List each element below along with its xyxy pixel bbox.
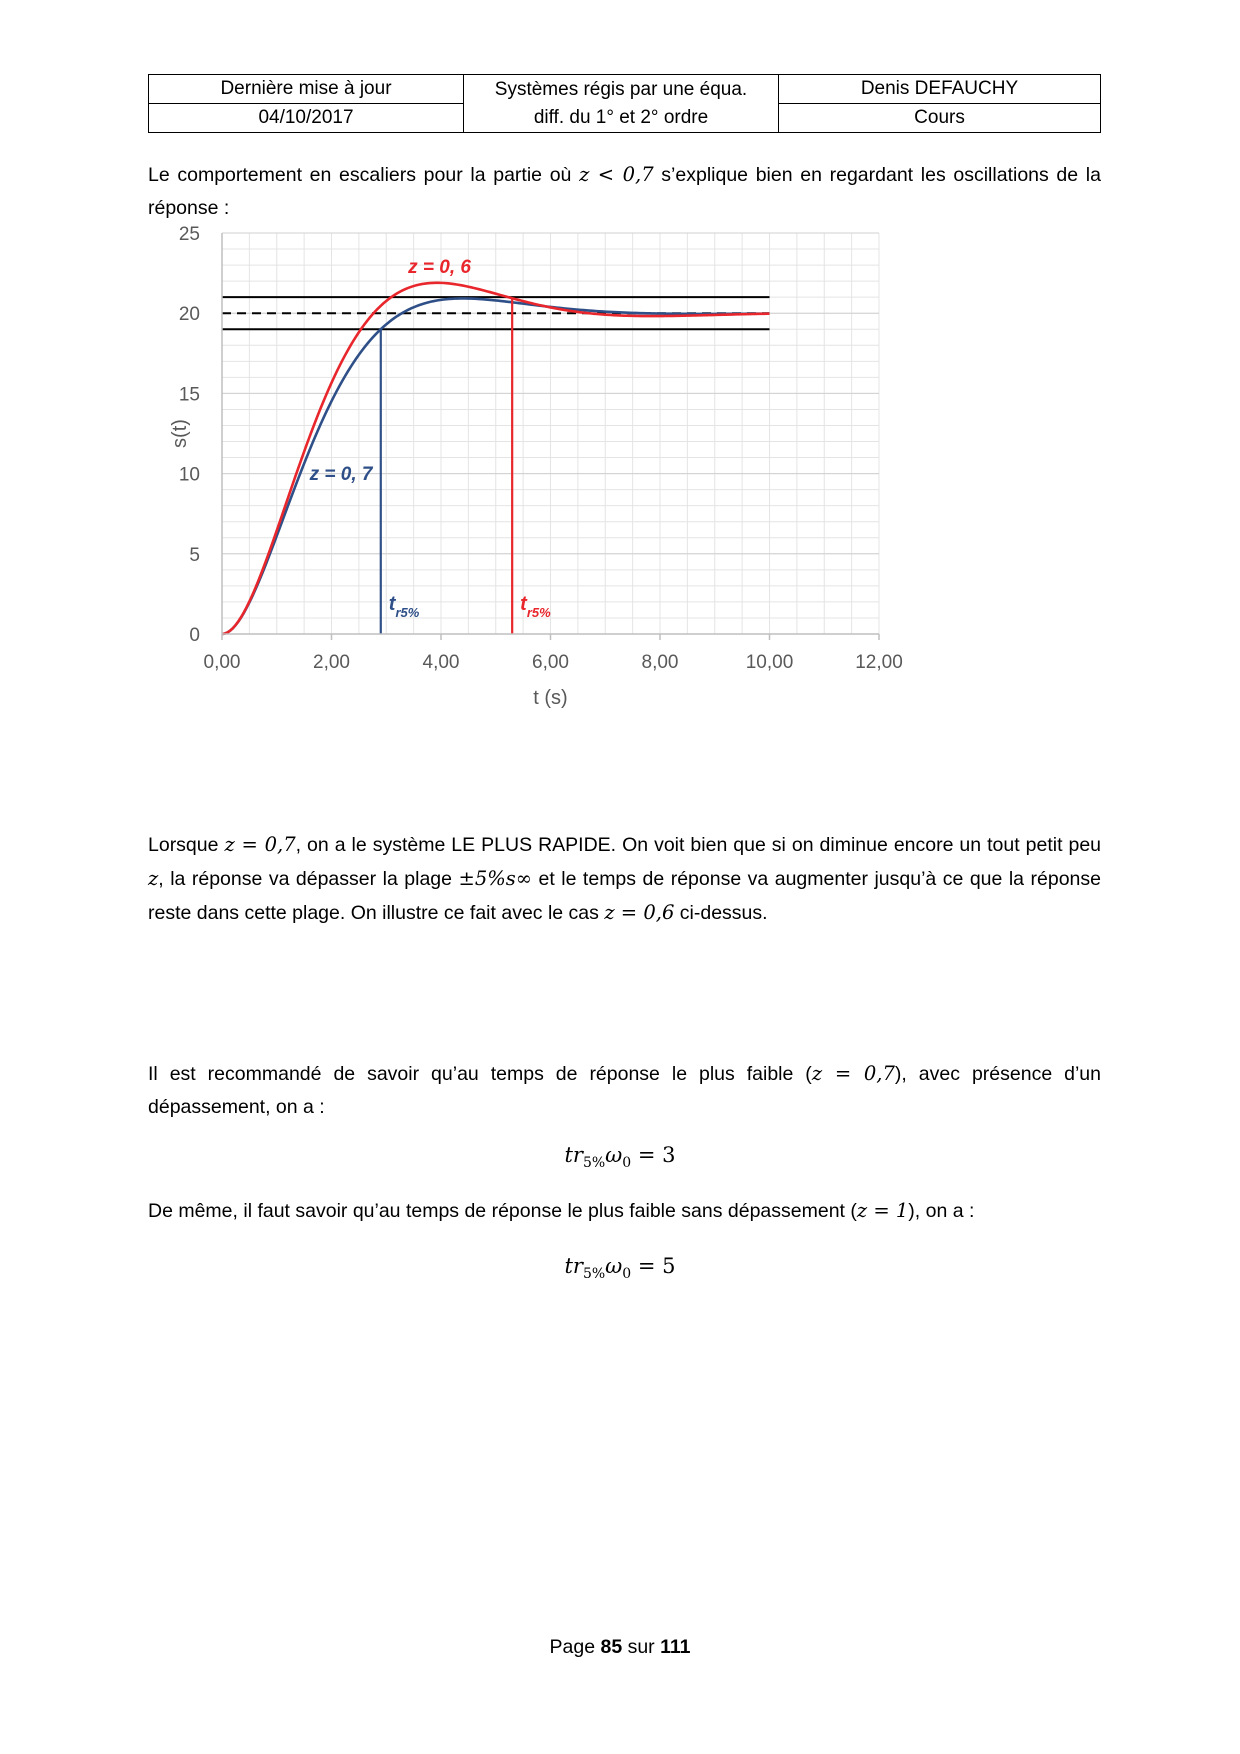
p3-math-1: z = 0,7 — [811, 1062, 895, 1085]
x-tick-label: 10,00 — [745, 652, 794, 673]
paragraph-fastest — [148, 828, 1101, 930]
p3-text-2: ), avec présence d’un dépassement, on a : — [148, 1063, 1101, 1118]
formula1-rhs: = 3 — [631, 1143, 676, 1167]
header-table — [148, 74, 1101, 133]
doc-type: Cours — [914, 107, 965, 128]
footer-middle: sur — [622, 1636, 661, 1658]
intro-math: z < 0,7 — [579, 163, 654, 186]
p2-math-3: ±5%s∞ — [458, 867, 533, 890]
x-tick-label: 0,00 — [203, 652, 241, 673]
chart-grid — [222, 233, 879, 634]
page-footer — [0, 1636, 1240, 1659]
p2-text-3: , la réponse va dépasser la plage — [158, 868, 459, 890]
intro-paragraph — [148, 158, 1101, 225]
doc-title-line2: diff. du 1° et 2° ordre — [533, 106, 709, 128]
formula1-omega: ω — [605, 1143, 623, 1167]
y-tick-label: 25 — [178, 224, 200, 245]
x-tick-label: 8,00 — [641, 652, 679, 673]
y-tick-label: 20 — [178, 304, 200, 326]
paragraph-no-overshoot — [148, 1194, 1101, 1228]
p3-text-1: Il est recommandé de savoir qu’au temps de réponse le plus faible ( — [148, 1063, 812, 1085]
paragraph-recommended — [148, 1057, 1101, 1124]
y-tick-label: 10 — [178, 464, 200, 486]
intro-text-2: s’explique bien en regardant les oscillations de la réponse : — [148, 164, 1101, 219]
p4-text-2: ), on a : — [908, 1200, 975, 1222]
y-tick-label: 0 — [189, 625, 200, 646]
p4-text-1: De même, il faut savoir qu’au temps de réponse le plus faible sans dépassement ( — [148, 1200, 857, 1222]
marker-label-z07: $t_{r5\%}$ — [388, 592, 420, 620]
p2-text-4: et le temps de réponse va augmenter jusqu’à ce que la réponse reste dans cette plage. On illustre ce fait avec le cas — [148, 868, 1101, 924]
header-col-update — [149, 75, 464, 132]
x-tick-label: 4,00 — [422, 652, 460, 673]
formula1-sub: 5% — [582, 1155, 606, 1172]
response-time-markers — [381, 297, 512, 634]
author-name: Denis DEFAUCHY — [779, 75, 1100, 104]
formula2-omega-sub: 0 — [622, 1266, 632, 1283]
y-tick-label: 5 — [189, 544, 200, 566]
page-number: 85 — [600, 1636, 623, 1658]
header-col-author — [779, 75, 1100, 132]
page-total: 111 — [660, 1636, 691, 1658]
p2-text-5: ci-dessus. — [674, 902, 768, 924]
formula2-rhs: = 5 — [631, 1254, 676, 1278]
formula2-omega: ω — [605, 1254, 623, 1278]
p2-math-4: z = 0,6 — [604, 901, 675, 924]
p2-math-1: z = 0,7 — [224, 833, 296, 856]
marker-label-z06: $t_{r5\%}$ — [520, 592, 551, 620]
x-axis-title: t (s) — [533, 687, 568, 709]
y-tick-label: 15 — [178, 384, 200, 406]
x-tick-label: 6,00 — [532, 652, 569, 673]
annotation-z07: z = 0, 7 — [309, 464, 373, 486]
footer-prefix: Page — [549, 1636, 601, 1658]
formula2-main: tr — [564, 1254, 583, 1278]
doc-title-line1: Systèmes régis par une équa. — [494, 78, 748, 100]
intro-text-1: Le comportement en escaliers pour la partie où — [148, 164, 580, 186]
y-axis-title: s(t) — [169, 419, 191, 448]
formula2-sub: 5% — [582, 1266, 606, 1283]
p4-math-1: z = 1 — [856, 1199, 909, 1222]
x-tick-label: 2,00 — [313, 652, 350, 673]
formula1-omega-sub: 0 — [622, 1155, 632, 1172]
formula-overshoot — [0, 1143, 1240, 1171]
formula-no-overshoot — [0, 1254, 1240, 1282]
last-update-label: Dernière mise à jour — [149, 75, 463, 104]
formula1-main: tr — [564, 1143, 583, 1167]
x-tick-label: 12,00 — [855, 652, 903, 673]
annotation-z06: z = 0, 6 — [408, 257, 472, 279]
p2-text-2: , on a le système LE PLUS RAPIDE. On voit bien que si on diminue encore un tout petit peu — [295, 834, 1102, 856]
update-date: 04/10/2017 — [258, 107, 354, 128]
p2-math-2: z — [148, 867, 159, 890]
header-col-title — [464, 75, 779, 132]
p2-text-1: Lorsque — [148, 834, 225, 856]
response-chart — [150, 224, 1030, 800]
